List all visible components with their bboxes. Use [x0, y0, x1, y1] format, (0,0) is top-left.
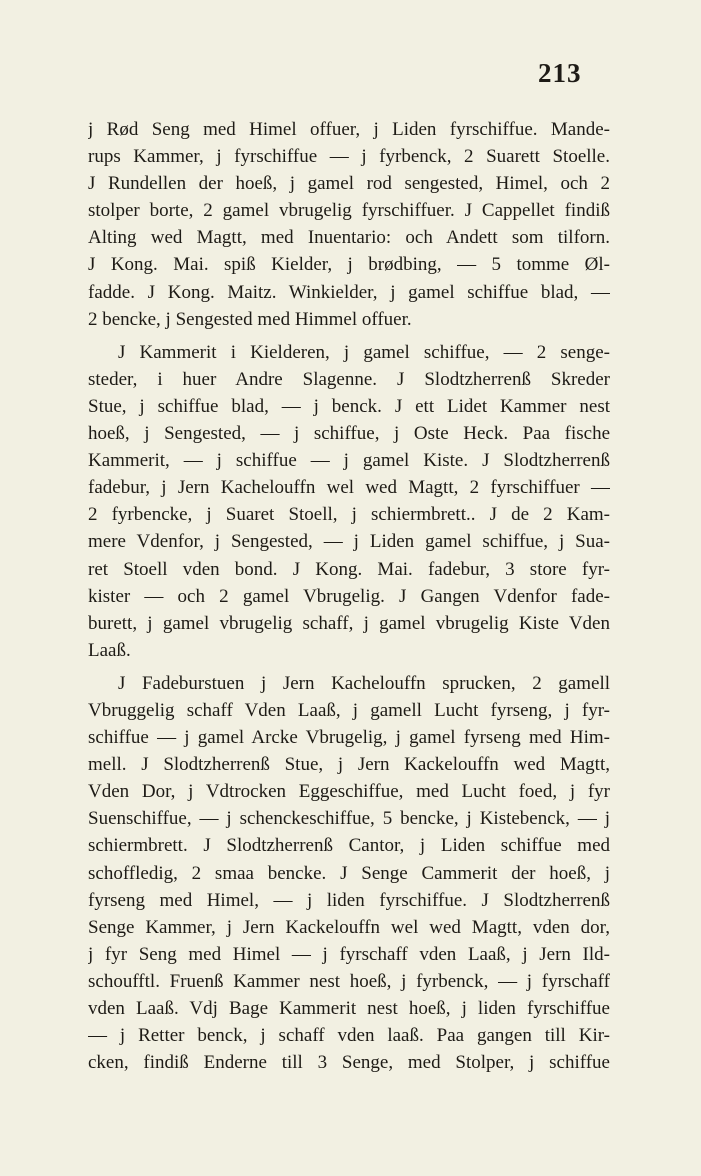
text-line: steder, i huer Andre Slagenne. J Slodtzherrenß Skreder: [88, 368, 610, 390]
text-line: j Rød Seng med Himel offuer, j Liden fyrschiffue. Mande-: [88, 119, 610, 140]
text-line: J Kong. Mai. spiß Kielder, j brødbing, — 5 tomme Øl-: [88, 254, 610, 276]
paragraph: [88, 339, 610, 664]
text-line: schiffue — j gamel Arcke Vbrugelig, j gamel fyrseng med Him-: [88, 727, 610, 749]
text-line: J Rundellen der hoeß, j gamel rod sengested, Himel, och 2: [88, 173, 610, 195]
text-line: mell. J Slodtzherrenß Stue, j Jern Kackelouffn wed Magtt,: [88, 754, 610, 776]
text-line: 2 bencke, j Sengested med Himmel offuer.: [88, 308, 412, 330]
text-line: stolper borte, 2 gamel vbrugelig fyrschiffuer. J Cappellet findiß: [88, 200, 610, 222]
text-line: j fyr Seng med Himel — j fyrschaff vden Laaß, j Jern Ild-: [88, 943, 610, 965]
text-line: rups Kammer, j fyrschiffue — j fyrbenck, 2 Suarett Stoelle.: [88, 146, 610, 168]
text-line: Laaß.: [88, 639, 131, 661]
text-line: fadebur, j Jern Kachelouffn wel wed Magtt, 2 fyrschiffuer —: [88, 477, 610, 499]
text-line: mere Vdenfor, j Sengested, — j Liden gamel schiffue, j Sua-: [88, 531, 610, 553]
text-line: vden Laaß. Vdj Bage Kammerit nest hoeß, j liden fyrschiffue: [88, 998, 610, 1019]
text-line: — j Retter benck, j schaff vden laaß. Paa gangen till Kir-: [88, 1025, 610, 1047]
text-line: ret Stoell vden bond. J Kong. Mai. fadebur, 3 store fyr-: [88, 558, 610, 580]
text-line: schoufftl. Fruenß Kammer nest hoeß, j fyrbenck, — j fyrschaff: [88, 970, 610, 992]
text-line: Vbruggelig schaff Vden Laaß, j gamell Lucht fyrseng, j fyr-: [88, 699, 610, 721]
body-text: [88, 116, 610, 1082]
text-line: schiermbrett. J Slodtzherrenß Cantor, j Liden schiffue med: [88, 835, 610, 857]
text-line: Vden Dor, j Vdtrocken Eggeschiffue, med Lucht foed, j fyr: [88, 781, 610, 803]
text-line: burett, j gamel vbrugelig schaff, j gamel vbrugelig Kiste Vden: [88, 612, 610, 634]
text-line: Kammerit, — j schiffue — j gamel Kiste. J Slodtzherrenß: [88, 450, 610, 472]
paragraph: [88, 116, 610, 333]
page-number: 213: [538, 58, 582, 88]
text-line: Alting wed Magtt, med Inuentario: och Andett som tilforn.: [88, 227, 610, 249]
text-line: 2 fyrbencke, j Suaret Stoell, j schiermbrett.. J de 2 Kam-: [88, 504, 610, 526]
text-line: hoeß, j Sengested, — j schiffue, j Oste Heck. Paa fische: [88, 423, 610, 445]
text-line: kister — och 2 gamel Vbrugelig. J Gangen Vdenfor fade-: [88, 585, 610, 607]
text-line: Senge Kammer, j Jern Kackelouffn wel wed Magtt, vden dor,: [88, 916, 610, 938]
text-line: J Kammerit i Kielderen, j gamel schiffue, — 2 senge-: [118, 341, 610, 363]
text-line: fyrseng med Himel, — j liden fyrschiffue. J Slodtzherrenß: [88, 889, 610, 911]
text-line: cken, findiß Enderne till 3 Senge, med Stolper, j schiffue: [88, 1052, 610, 1074]
text-line: Suenschiffue, — j schenckeschiffue, 5 bencke, j Kistebenck, — j: [88, 808, 610, 830]
text-line: schoffledig, 2 smaa bencke. J Senge Cammerit der hoeß, j: [88, 862, 610, 884]
text-line: J Fadeburstuen j Jern Kachelouffn sprucken, 2 gamell: [118, 672, 610, 694]
text-line: Stue, j schiffue blad, — j benck. J ett Lidet Kammer nest: [88, 395, 610, 417]
text-line: fadde. J Kong. Maitz. Winkielder, j gamel schiffue blad, —: [88, 281, 610, 303]
paragraph: [88, 670, 610, 1076]
